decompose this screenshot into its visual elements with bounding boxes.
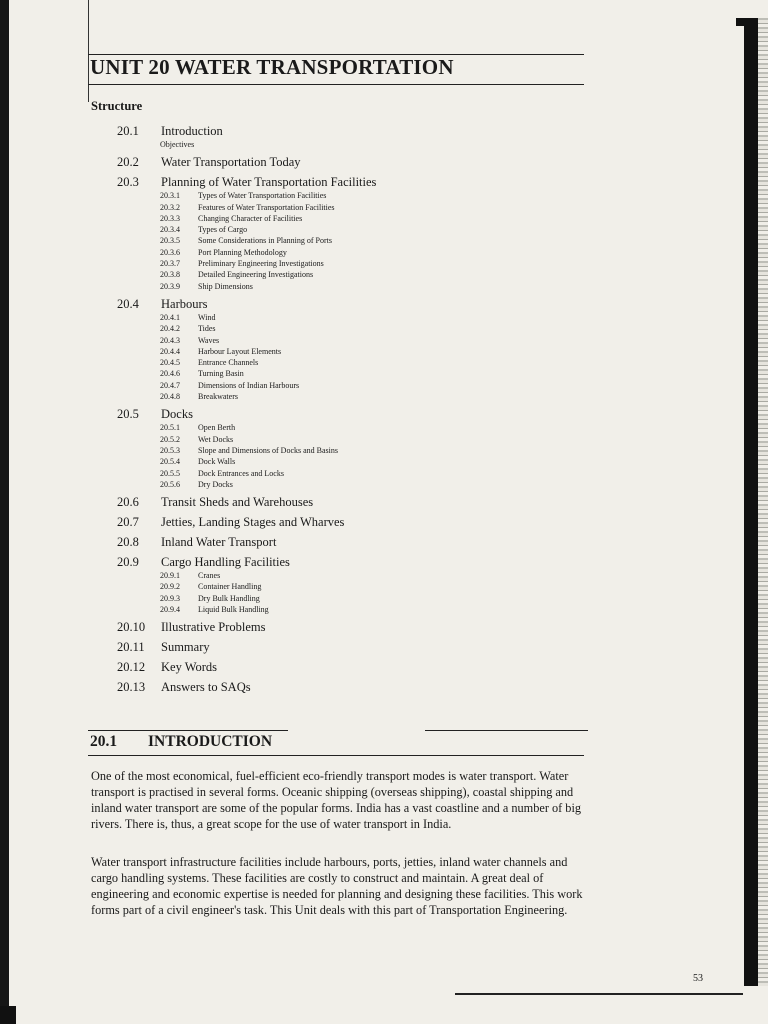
toc-entry-title: Summary: [161, 640, 210, 655]
toc-entry-number: 20.11: [117, 640, 145, 655]
section-heading-top-rule-right: [425, 730, 588, 731]
toc-subentry-title: Port Planning Methodology: [198, 247, 287, 257]
toc-subentry-title: Preliminary Engineering Investigations: [198, 259, 324, 269]
toc-entry-title: Docks: [161, 407, 193, 422]
toc-subentry-title: Liquid Bulk Handling: [198, 605, 269, 615]
toc-subentry-number: 20.5.3: [160, 445, 180, 455]
toc-subentry-number: 20.3.2: [160, 202, 180, 212]
toc-subentry-title: Some Considerations in Planning of Ports: [198, 236, 332, 246]
toc-subentry: [160, 468, 597, 479]
toc-entry-title: Illustrative Problems: [161, 620, 266, 635]
toc-entry: [117, 640, 597, 655]
toc-entry-number: 20.9: [117, 555, 139, 570]
toc-subentry-number: 20.9.2: [160, 582, 180, 592]
toc-subentries: [160, 190, 597, 292]
toc-entry-number: 20.1: [117, 124, 139, 138]
toc-subentry-title: Tides: [198, 324, 216, 334]
toc-subentry-number: 20.5.1: [160, 423, 180, 433]
toc-subentries: [160, 422, 597, 490]
section-heading-bottom-rule: [88, 755, 584, 756]
toc-subentry-number: 20.3.7: [160, 259, 180, 269]
section-heading-top-rule: [88, 730, 288, 731]
toc-entry-number: 20.8: [117, 535, 139, 550]
toc-subentry-number: 20.4.7: [160, 380, 180, 390]
toc-subentry-title: Features of Water Transportation Facilities: [198, 202, 335, 212]
title-bottom-rule: [88, 84, 584, 85]
toc-subentry-title: Slope and Dimensions of Docks and Basins: [198, 445, 338, 455]
toc-subentry-title: Types of Cargo: [198, 225, 248, 235]
toc-subentry-title: Dock Entrances and Locks: [198, 468, 284, 478]
toc-subentry: [160, 368, 597, 379]
toc-subentry-number: 20.9.3: [160, 593, 180, 603]
toc-subentry-number: 20.5.5: [160, 468, 180, 478]
toc-subentries: [160, 139, 597, 150]
toc-subentry-title: Types of Water Transportation Facilities: [198, 191, 327, 201]
toc-subentry-number: 20.3.4: [160, 225, 180, 235]
toc-subentry: [160, 570, 597, 581]
toc-subentry-number: 20.4.4: [160, 346, 180, 356]
toc-entry: [117, 680, 597, 695]
toc-subentry-title: Turning Basin: [198, 369, 244, 379]
toc-subentry: [160, 346, 597, 357]
toc-subentry-title: Detailed Engineering Investigations: [198, 270, 314, 280]
toc-subentry: [160, 593, 597, 604]
toc-entry-title: Cargo Handling Facilities: [161, 555, 290, 570]
toc-subentry-number: 20.5.2: [160, 434, 180, 444]
toc-subentry-title: Dimensions of Indian Harbours: [198, 380, 300, 390]
toc-subentry-title: Dry Bulk Handling: [198, 593, 260, 603]
toc-subentry: [160, 581, 597, 592]
toc-subentry-number: 20.4.5: [160, 358, 180, 368]
toc-subentry: [160, 391, 597, 402]
toc-subentry: [160, 335, 597, 346]
toc-entry-title: Transit Sheds and Warehouses: [161, 495, 314, 510]
toc-subentry: [160, 434, 597, 445]
toc-subentry: [160, 202, 597, 213]
scan-left-edge: [0, 0, 9, 1024]
toc-subentry: [160, 456, 597, 467]
toc-entry: [117, 620, 597, 635]
toc-entry-title: Answers to SAQs: [161, 680, 251, 695]
toc-subentry-number: 20.3.5: [160, 236, 180, 246]
toc-subentry-number: 20.5.4: [160, 457, 180, 467]
scan-right-noise: [758, 18, 768, 986]
toc-subentry-number: 20.5.6: [160, 479, 180, 489]
toc-subentry: [160, 258, 597, 269]
toc-entry: [117, 124, 597, 139]
toc-subentry-title: Dry Docks: [198, 479, 233, 489]
page-number: 53: [693, 973, 703, 984]
toc-subentries: [160, 312, 597, 402]
scan-corner-mark: [736, 18, 758, 26]
toc-entry-title: Planning of Water Transportation Facilities: [161, 175, 377, 190]
toc-subentry-number: 20.9.4: [160, 605, 180, 615]
toc-entry: [117, 155, 597, 170]
toc-subentry-number: 20.9.1: [160, 571, 180, 581]
toc-subentry: [160, 139, 597, 150]
toc-subentry-title: Wet Docks: [198, 434, 234, 444]
toc-subentry-title: Cranes: [198, 571, 221, 581]
footer-rule: [455, 993, 743, 995]
intro-paragraph-1: One of the most economical, fuel-efficient eco-friendly transport modes is water transport. Water transport is practised in several forms. Oceanic shipping (overseas shipping), coastal shipping and inland water transport are some of the popular forms. India has a vast coastline and a number of big rivers. There is, thus, a great scope for the use of water transport in India.: [91, 769, 582, 831]
toc-entry-number: 20.5: [117, 407, 139, 422]
toc-entry-number: 20.2: [117, 155, 139, 170]
toc-entry-number: 20.4: [117, 296, 139, 311]
toc-entry-title: Jetties, Landing Stages and Wharves: [161, 515, 345, 530]
toc-entry-title: Inland Water Transport: [161, 535, 277, 550]
toc-subentry: [160, 357, 597, 368]
toc-subentry-number: 20.3.6: [160, 247, 180, 257]
toc-subentry: [160, 445, 597, 456]
toc-subentry-title: Waves: [198, 335, 220, 345]
toc-subentry-title: Breakwaters: [198, 392, 238, 402]
toc-subentry: [160, 224, 597, 235]
toc-entry: [117, 535, 597, 550]
toc-subentry-title: Harbour Layout Elements: [198, 346, 282, 356]
toc-subentry-number: 20.3.9: [160, 281, 180, 291]
toc-subentry-number: 20.4.3: [160, 335, 180, 345]
toc-entry-title: Key Words: [161, 660, 218, 675]
toc-subentry-title: Changing Character of Facilities: [198, 213, 303, 223]
scan-corner-block: [0, 1006, 16, 1024]
toc-subentry-number: 20.4.2: [160, 324, 180, 334]
toc-subentry-number: 20.3.3: [160, 213, 180, 223]
toc-entry: [117, 407, 597, 422]
toc-subentry-title: Container Handling: [198, 582, 262, 592]
toc-subentry: [160, 323, 597, 334]
toc-subentry-title: Open Berth: [198, 423, 236, 433]
toc-entry-number: 20.3: [117, 175, 139, 190]
section-heading: [90, 733, 272, 751]
toc-subentry: [160, 213, 597, 224]
toc-entry-number: 20.7: [117, 515, 139, 530]
toc-subentry: [160, 190, 597, 201]
toc-subentry-title: Dock Walls: [198, 457, 236, 467]
toc-subentry: [160, 247, 597, 258]
toc-subentry-number: 20.3.1: [160, 191, 180, 201]
toc-subentry-number: 20.4.8: [160, 392, 180, 402]
toc-entry-number: 20.6: [117, 495, 139, 510]
toc-entry-number: 20.10: [117, 620, 146, 635]
toc-subentry-title: Ship Dimensions: [198, 281, 253, 291]
toc-subentry-number: 20.4.6: [160, 369, 180, 379]
toc-subentry-title: Wind: [198, 312, 216, 322]
toc-subentry: [160, 235, 597, 246]
toc-subentry: [160, 269, 597, 280]
toc-entry: [117, 175, 597, 190]
toc-subentry: [160, 281, 597, 292]
toc-subentry: [160, 604, 597, 615]
scan-right-edge: [744, 18, 758, 986]
toc-entry: [117, 495, 597, 510]
section-title: INTRODUCTION: [148, 733, 273, 750]
toc-subentry-title: Objectives: [160, 140, 195, 149]
toc-entry: [117, 660, 597, 675]
toc-subentry: [160, 380, 597, 391]
toc-entry-number: 20.12: [117, 660, 146, 675]
toc-subentry: [160, 422, 597, 433]
scan-margin-line: [88, 0, 89, 102]
intro-paragraph-2: Water transport infrastructure facilities include harbours, ports, jetties, inland water channels and cargo handling systems. These facilities are costly to construct and maintain. A great deal of engineering and economic expertise is needed for planning and designing these facilities. This work forms part of a civil engineer's task. This Unit deals with this part of Transportation Engineering.: [91, 855, 583, 917]
table-of-contents: [117, 119, 597, 695]
toc-subentries: [160, 570, 597, 615]
toc-entry-title: Harbours: [161, 296, 208, 311]
toc-subentry: [160, 312, 597, 323]
toc-entry-title: Water Transportation Today: [161, 155, 301, 170]
toc-subentry-number: 20.3.8: [160, 270, 180, 280]
unit-title: UNIT 20 WATER TRANSPORTATION: [90, 55, 454, 79]
structure-label: Structure: [91, 99, 143, 113]
toc-entry: [117, 555, 597, 570]
toc-entry-number: 20.13: [117, 680, 146, 695]
toc-entry: [117, 515, 597, 530]
toc-subentry: [160, 479, 597, 490]
toc-entry: [117, 297, 597, 312]
section-number: 20.1: [90, 733, 118, 750]
toc-subentry-title: Entrance Channels: [198, 358, 259, 368]
toc-subentry-number: 20.4.1: [160, 312, 180, 322]
toc-entry-title: Introduction: [161, 124, 223, 138]
